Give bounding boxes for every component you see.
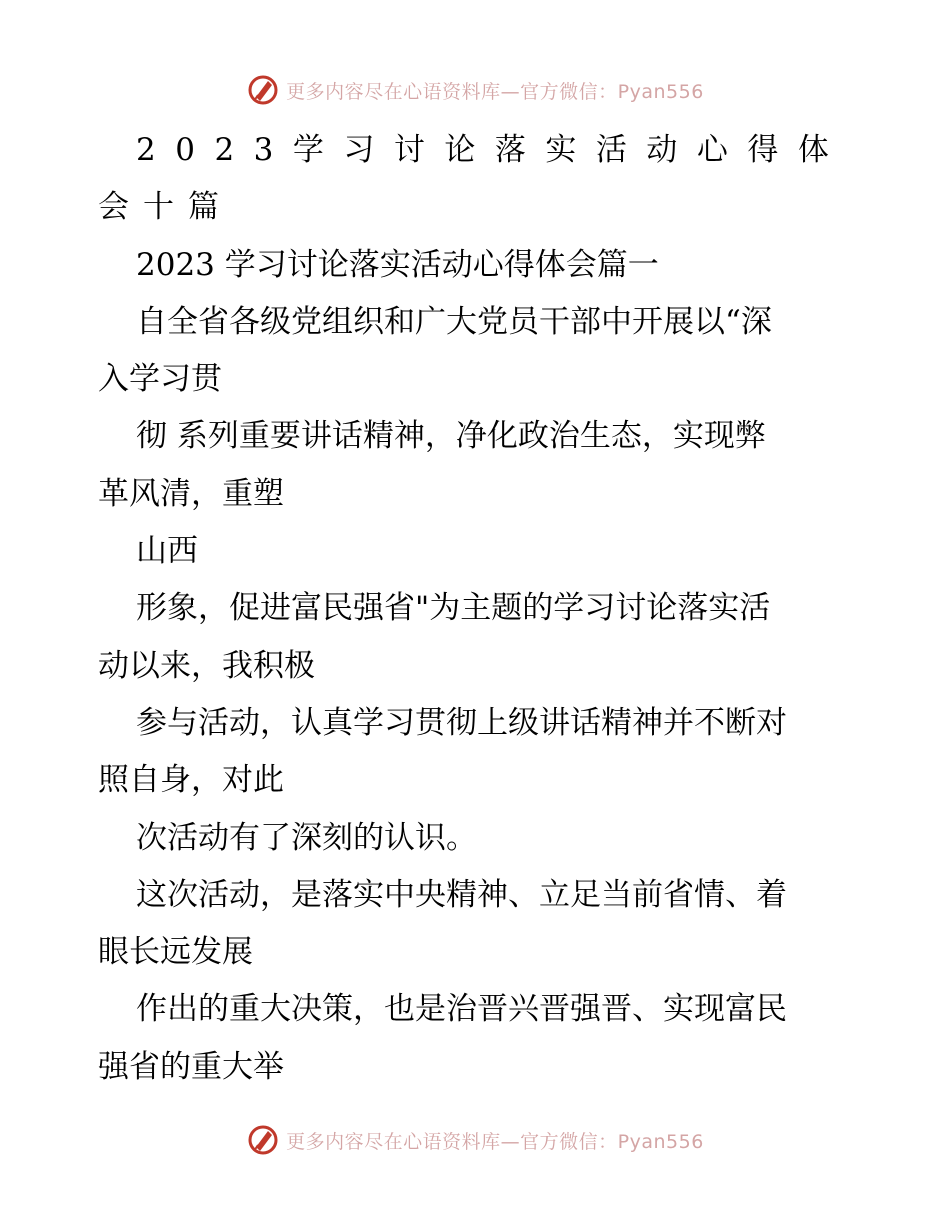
document-title-line-2: 会十篇 [98,189,233,226]
document-line: 2023 学习讨论落实活动心得体会篇一 [136,246,659,283]
document-line: 彻 系列重要讲话精神，净化政治生态，实现弊 [136,418,766,455]
document-line: 入学习贯 [98,361,222,398]
document-line: 形象，促进富民强省"为主题的学习讨论落实活 [136,590,771,627]
footer-banner [0,1120,950,1160]
document-line: 山西 [136,533,198,570]
header-banner [0,70,950,110]
document-line: 这次活动，是落实中央精神、立足当前省情、着 [136,876,787,913]
document-line: 自全省各级党组织和广大党员干部中开展以“深 [136,303,772,340]
document-line: 动以来，我积极 [98,647,315,684]
pen-nib-circle-icon [246,1123,280,1157]
document-line: 参与活动，认真学习贯彻上级讲话精神并不断对 [136,704,787,741]
footer-banner-text: 更多内容尽在心语资料库—官方微信：Pyan556 [286,1130,704,1153]
document-line: 次活动有了深刻的认识。 [136,819,477,856]
header-banner-text: 更多内容尽在心语资料库—官方微信：Pyan556 [286,80,704,103]
document-paragraphs [98,237,858,1096]
document-line: 作出的重大决策，也是治晋兴晋强晋、实现富民 [136,991,787,1028]
document-line: 照自身，对此 [98,762,284,799]
document-title-line-1: 2023学习讨论落实活动心得体 [136,132,849,168]
pen-nib-circle-icon [246,73,280,107]
document-line: 眼长远发展 [98,934,253,971]
document-line: 革风清，重塑 [98,475,284,512]
document-body [98,122,858,1096]
document-line: 强省的重大举 [98,1048,284,1085]
